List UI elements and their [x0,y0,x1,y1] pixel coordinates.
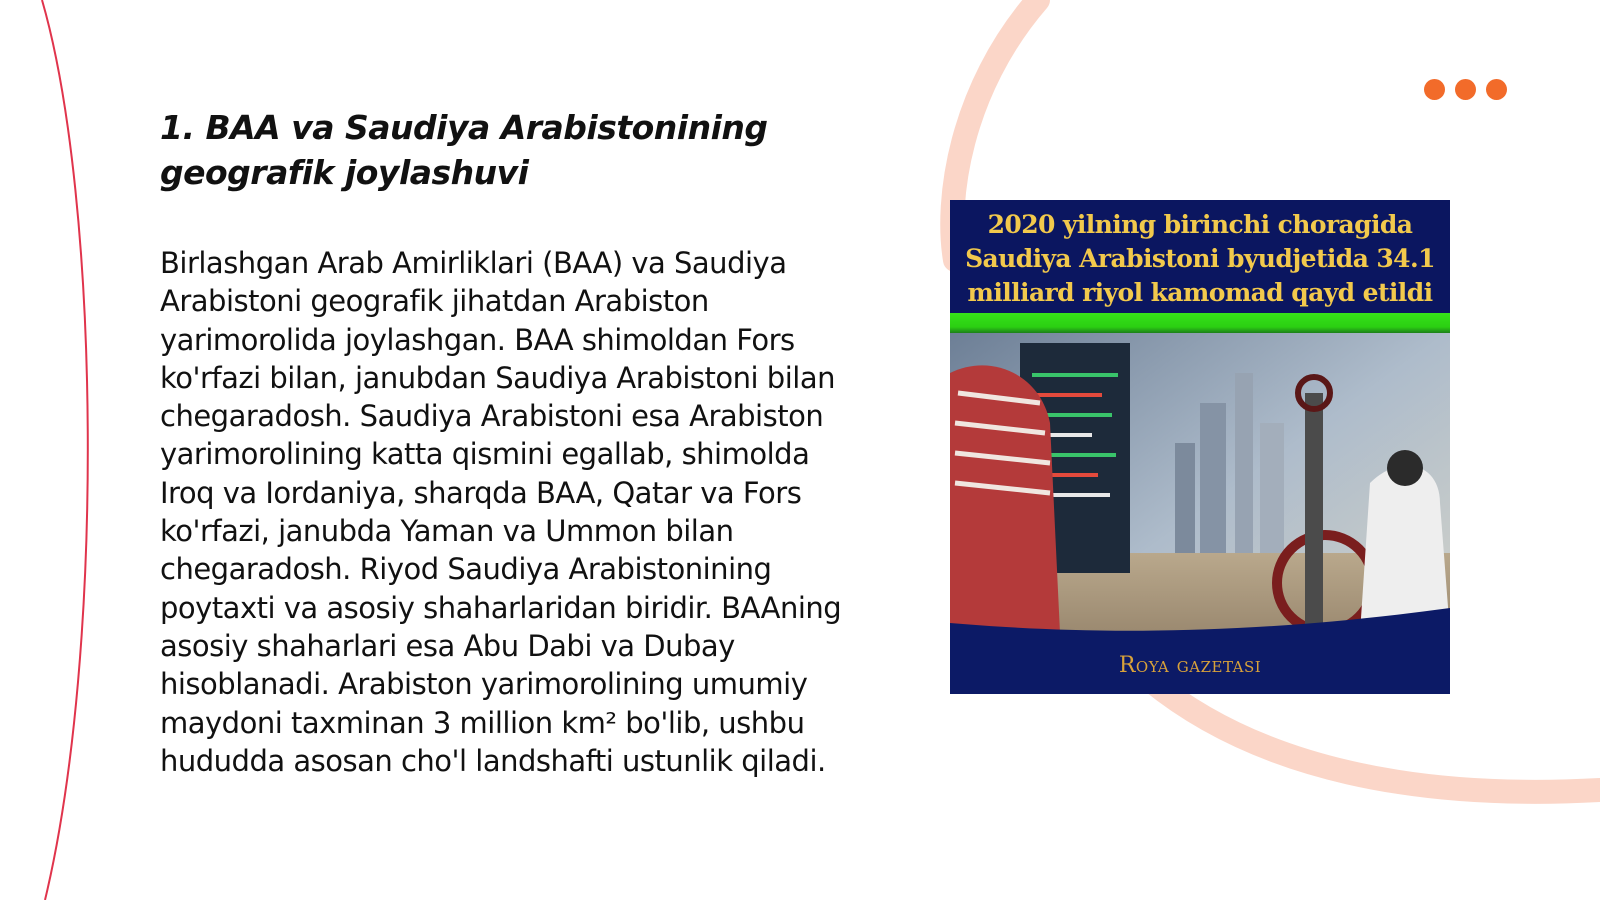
slide-body-text: Birlashgan Arab Amirliklari (BAA) va Saudiya Arabistoni geografik jihatdan Arabiston yarimorolida joylashgan. BAA shimoldan Fors ko'rfazi bilan, janubdan Saudiya Arabistoni bilan chegaradosh. Saudiya Arabistoni esa Arabiston yarimorolining katta qismini egallab, shimolda Iroq va Iordaniya, sharqda BAA, Qatar va Fors ko'rfazi, janubda Yaman va Ummon bilan chegaradosh. Riyod Saudiya Arabistonining poytaxti va asosiy shaharlaridan biridir. BAAning asosiy shaharlari esa Abu Dabi va Dubay hisoblanadi. Arabiston yarimorolining umumiy maydoni taxminan 3 million km² bo'lib, ushbu hududda asosan cho'l landshafti ustunlik qiladi. [160,246,842,778]
green-stripe [950,313,1450,333]
dot [1455,79,1476,100]
news-image [950,200,1450,694]
worker-right [1360,466,1450,633]
news-header [950,200,1450,313]
screen-line [1032,373,1118,377]
man-headscarf-left [950,365,1060,633]
news-headline: 2020 yilning birinchi choragida Saudiya Arabistoni byudjetida 34.1 milliard riyol kamomad qayd etildi [965,210,1435,307]
worker-head [1387,450,1423,486]
three-dots-icon [1424,79,1507,100]
pipe [1305,393,1323,633]
screen-line [1032,393,1102,397]
slide-title: 1. BAA va Saudiya Arabistonining geografik joylashuvi [160,108,768,192]
dot [1424,79,1445,100]
news-caption: Roya gazetasi [1118,653,1262,678]
news-photo [950,333,1450,694]
dot [1486,79,1507,100]
left-red-arc [42,0,88,900]
